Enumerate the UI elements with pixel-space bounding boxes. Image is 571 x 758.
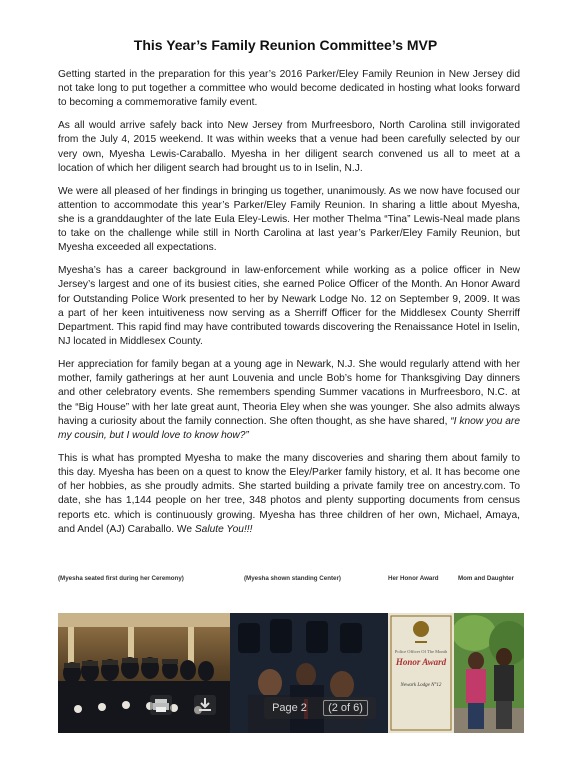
paragraph-5-text: Her appreciation for family began at a young age in Newark, N.J. She would regularly attend with her mother, family gatherings at her aunt Louvenia and uncle Bob’s home for Thanksgiving Day dinners and other celebratory events. She remembers spending Summer vacations in Murfreesboro, N.C. at the “Big House” with her late great aunt, Theoria Eley when she was younger. She also admits always having a curiosity about the family connection. She often thought, as she have shared, xyxy=(58,359,520,427)
caption-ceremony: (Myesha seated first during her Ceremony) xyxy=(58,575,184,582)
caption-honor-award: Her Honor Award xyxy=(388,575,439,582)
article-body xyxy=(58,68,520,546)
photo-strip xyxy=(58,613,524,733)
paragraph-5 xyxy=(58,358,520,443)
award-title: Honor Award xyxy=(395,657,447,667)
paragraph-2: As all would arrive safely back into New Jersey from Murfreesboro, North Carolina still invigorated from the July 4, 2015 weekend. It was within weeks that a venue had been carefully selected by our very own, Myesha Lewis-Caraballo. Myesha in her diligent search convened us all to meet at a location of which her diligent search had brought us to in Iselin, N.J. xyxy=(58,120,520,174)
page-label: Page 2 xyxy=(272,702,307,714)
paragraph-6-text: This is what has prompted Myesha to make the many discoveries and sharing them about family to this day. Myesha has been on a quest to know the Eley/Parker family history, et al. It has become one of her hobbies, as she proudly admits. She started building a private family tree on ancestry.com. To date, she has 1,144 people on her tree, 348 photos and plenty supporting documents from census reports etc. which is continuously growing. Myesha has three children of her own, Michael, Amaya, and Andel (AJ) Caraballo. We xyxy=(58,452,520,535)
award-lodge: Newark Lodge N°12 xyxy=(400,683,442,688)
page-title: This Year’s Family Reunion Committee’s MVP xyxy=(133,37,438,53)
paragraph-3: We were all pleased of her findings in bringing us together, unanimously. As we now have focused our attention to accommodate this year’s Parker/Eley Family Reunion. In sharing a little about Myesha, she is a granddaughter of the late Eula Eley-Lewis. Her mother Thelma “Tina” Lewis-Neal made plans to take on the challenge while still in North Carolina at last year’s Parker/Eley Family Reunion, but Myesha exceeded all expectations. xyxy=(58,185,520,254)
print-icon[interactable] xyxy=(150,695,172,715)
mom-daughter-photo xyxy=(454,613,524,733)
caption-standing-center: (Myesha shown standing Center) xyxy=(244,575,341,582)
photo-captions xyxy=(58,575,528,587)
caption-mom-daughter: Mom and Daughter xyxy=(458,575,515,582)
paragraph-5-quote: “I know you are my cousin, but I would love to know how?” xyxy=(58,415,520,442)
paragraph-1: Getting started in the preparation for this year’s 2016 Parker/Eley Family Reunion in New Jersey did not take long to put together a committee who would become dedicated in hosting what looks forward to becoming a commemorative family event. xyxy=(58,69,520,109)
honor-award-photo xyxy=(388,613,454,733)
paragraph-6-salute: Salute You!!! xyxy=(194,523,253,535)
paragraph-4: Myesha’s has a career background in law-enforcement while working as a police officer in New Jersey’s largest and one of its busiest cities, she earned Police Officer of the Month. An Honor Award for Outstanding Police Work presented to her by Newark Lodge No. 12 on September 9, 2009. It was a part of her keen intuitiveness now serving as a Sherriff Officer for the Middlesex County Sherriff Department. This rapid find may have contributed towards discovering the Renaissance Hotel in Iselin, NJ located in Middlesex County. xyxy=(58,265,520,348)
download-icon[interactable] xyxy=(194,695,216,715)
award-heading: Police Officer Of The Month xyxy=(394,649,448,654)
paragraph-6 xyxy=(58,452,520,537)
page-count: (2 of 6) xyxy=(323,700,368,716)
page-indicator[interactable] xyxy=(264,697,376,719)
